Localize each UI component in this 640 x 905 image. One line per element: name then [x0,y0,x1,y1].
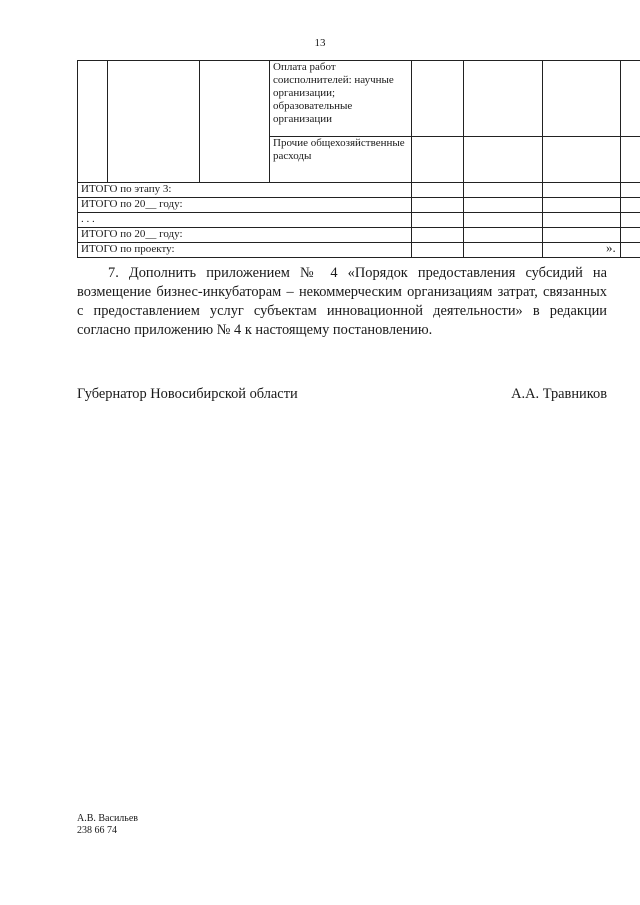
executor-block [77,813,138,837]
table-row [78,61,640,137]
budget-table [77,60,640,258]
table-cell [412,137,464,183]
total-label: ИТОГО по проекту: [78,243,412,258]
table-row [78,213,640,228]
table-row [78,228,640,243]
executor-phone: 238 66 74 [77,825,117,836]
table-cell [464,61,543,137]
table-row [78,243,640,258]
table-cell [543,61,621,137]
table-cell [621,213,640,228]
total-label: ИТОГО по 20__ году: [78,198,412,213]
table-cell [464,183,543,198]
table-cell [412,183,464,198]
table-cell [543,183,621,198]
table-cell [621,183,640,198]
table-cell [412,228,464,243]
table-cell [412,213,464,228]
signatory-position: Губернатор Новосибирской области [77,386,298,402]
page-number: 13 [314,37,326,49]
expense-item-cell: Оплата работ соисполнителей: научные организации; образовательные организации [270,61,412,137]
table-cell [200,61,270,183]
executor-name: А.В. Васильев [77,813,139,824]
table-cell [412,61,464,137]
table-cell [621,137,640,183]
table-cell [464,198,543,213]
table-cell [412,243,464,258]
amendment-paragraph: 7. Дополнить приложением № 4 «Порядок предоставления субсидий на возмещение бизнес-инкубаторам – некоммерческим организациям затрат, связанных с предоставлением услуг субъектам инновационной деятельности» в редакции согласно приложению № 4 к настоящему постановлению. [77,265,607,338]
table-cell [621,228,640,243]
closing-quote: ». [606,240,616,255]
table-cell [621,198,640,213]
table-cell [412,198,464,213]
expense-item-cell: Прочие общехозяйственные расходы [270,137,412,183]
table-row [78,198,640,213]
table-cell [464,228,543,243]
table-cell [464,213,543,228]
table-cell [543,198,621,213]
table-cell [543,213,621,228]
table-cell [621,243,640,258]
table-cell [108,61,200,183]
total-label: . . . [78,213,412,228]
table-cell [464,243,543,258]
table-cell [78,61,108,183]
table-row [78,183,640,198]
signatory-name: А.А. Травников [511,386,607,402]
total-label: ИТОГО по этапу 3: [78,183,412,198]
table-cell [621,61,640,137]
table-cell [543,137,621,183]
table-cell [464,137,543,183]
total-label: ИТОГО по 20__ году: [78,228,412,243]
